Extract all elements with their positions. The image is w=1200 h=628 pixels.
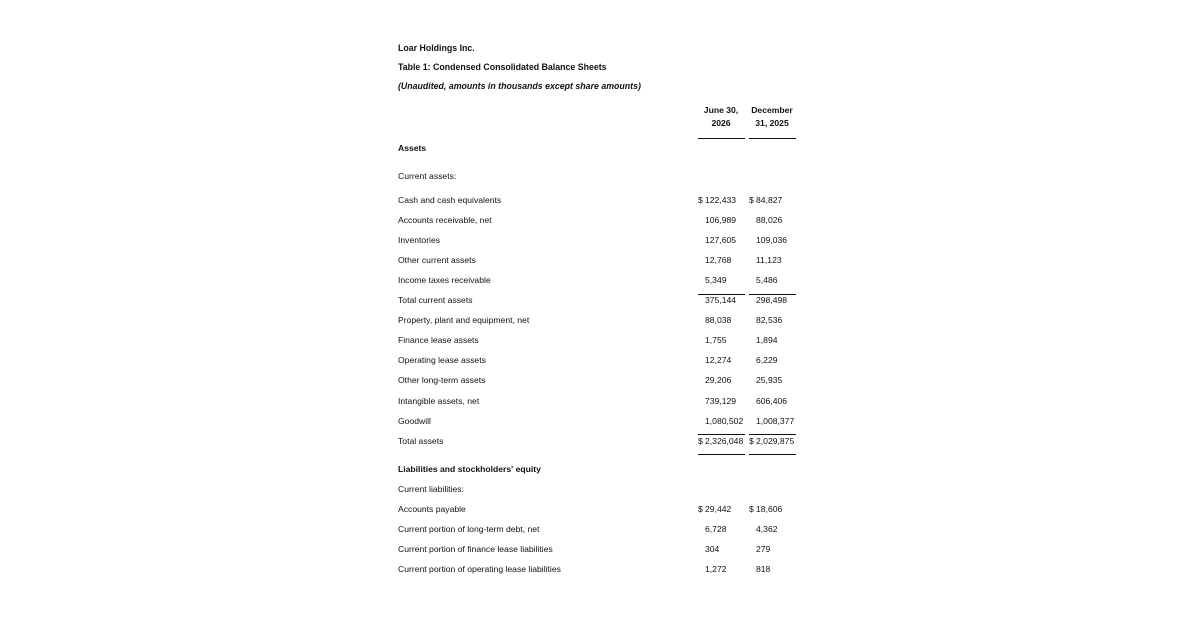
amount: 84,827 xyxy=(756,195,783,205)
section-heading: Liabilities and stockholders' equity xyxy=(398,464,541,474)
value-december-2025 xyxy=(749,544,770,554)
row-label: Intangible assets, net xyxy=(398,395,480,406)
subtotal-rule xyxy=(749,294,796,295)
value-december-2025 xyxy=(749,436,794,446)
table-row xyxy=(398,436,818,450)
table-title: Table 1: Condensed Consolidated Balance Sheets xyxy=(398,62,607,72)
amount: 6,728 xyxy=(705,524,727,534)
currency-symbol: $ xyxy=(698,195,703,205)
row-label: Accounts payable xyxy=(398,504,466,514)
column-header-line: 31, 2025 xyxy=(755,118,789,128)
amount: 4,362 xyxy=(756,524,778,534)
table-row xyxy=(398,355,818,369)
row-label: Income taxes receivable xyxy=(398,275,491,286)
section-heading: Assets xyxy=(398,143,427,153)
total-double-rule xyxy=(698,454,745,455)
currency-symbol: $ xyxy=(698,435,703,446)
amount: 88,026 xyxy=(756,215,783,226)
total-rule xyxy=(698,434,745,435)
row-label: Current portion of operating lease liabilities xyxy=(398,564,561,574)
value-june-2026 xyxy=(698,215,736,225)
value-june-2026 xyxy=(698,396,736,406)
value-december-2025 xyxy=(749,235,787,245)
value-june-2026 xyxy=(698,195,736,205)
row-label: Other long-term assets xyxy=(398,375,486,386)
amount: 2,029,875 xyxy=(756,435,795,446)
table-row xyxy=(398,335,818,349)
amount: 18,606 xyxy=(756,504,783,514)
value-june-2026 xyxy=(698,524,727,534)
subsection-heading-row xyxy=(398,171,818,185)
currency-symbol: $ xyxy=(749,195,754,205)
column-header-line: December xyxy=(751,105,793,115)
value-june-2026 xyxy=(698,295,736,305)
value-december-2025 xyxy=(749,396,787,406)
row-label: Operating lease assets xyxy=(398,355,486,366)
subtotal-rule xyxy=(698,294,745,295)
row-label: Total assets xyxy=(398,435,444,446)
value-december-2025 xyxy=(749,416,794,426)
section-heading-row xyxy=(398,143,818,157)
amount: 127,605 xyxy=(705,235,737,246)
amount: 88,038 xyxy=(705,315,732,326)
row-label: Accounts receivable, net xyxy=(398,215,492,226)
amount: 6,229 xyxy=(756,355,778,366)
currency-symbol: $ xyxy=(749,435,754,446)
value-june-2026 xyxy=(698,544,719,554)
amount: 1,755 xyxy=(705,335,727,346)
subsection-heading-row xyxy=(398,484,818,498)
currency-symbol: $ xyxy=(698,504,703,514)
amount: 1,272 xyxy=(705,564,727,574)
value-june-2026 xyxy=(698,235,736,245)
table-row xyxy=(398,255,818,269)
row-label: Current portion of long-term debt, net xyxy=(398,524,540,534)
amount: 375,144 xyxy=(705,295,737,306)
amount: 25,935 xyxy=(756,375,783,386)
amount: 298,498 xyxy=(756,295,788,306)
amount: 109,036 xyxy=(756,235,788,246)
value-june-2026 xyxy=(698,564,727,574)
row-label: Total current assets xyxy=(398,295,473,306)
total-rule xyxy=(749,434,796,435)
row-label: Cash and cash equivalents xyxy=(398,195,502,205)
value-december-2025 xyxy=(749,215,782,225)
amount: 1,008,377 xyxy=(756,415,795,426)
value-june-2026 xyxy=(698,355,731,365)
amount: 12,768 xyxy=(705,255,732,266)
value-december-2025 xyxy=(749,315,782,325)
table-row xyxy=(398,375,818,389)
amount: 818 xyxy=(756,564,771,574)
column-header-line: 2026 xyxy=(711,118,731,128)
value-december-2025 xyxy=(749,504,782,514)
section-heading-row xyxy=(398,464,818,478)
row-label: Goodwill xyxy=(398,415,431,426)
value-june-2026 xyxy=(698,335,727,345)
value-december-2025 xyxy=(749,355,778,365)
table-row xyxy=(398,524,818,538)
column-header-june-2026 xyxy=(697,104,745,130)
value-december-2025 xyxy=(749,524,778,534)
table-row xyxy=(398,504,818,518)
value-december-2025 xyxy=(749,275,778,285)
column-header-line: June 30, xyxy=(703,105,739,115)
row-label: Inventories xyxy=(398,235,441,246)
subsection-heading: Current assets: xyxy=(398,171,457,181)
total-double-rule xyxy=(749,454,796,455)
value-june-2026 xyxy=(698,504,731,514)
amount: 29,206 xyxy=(705,375,732,386)
table-subtitle: (Unaudited, amounts in thousands except share amounts) xyxy=(398,81,641,91)
balance-sheet-document xyxy=(398,0,818,628)
value-june-2026 xyxy=(698,436,743,446)
table-row xyxy=(398,275,818,289)
amount: 82,536 xyxy=(756,315,783,326)
amount: 1,894 xyxy=(756,335,778,346)
table-row xyxy=(398,396,818,410)
value-december-2025 xyxy=(749,295,787,305)
value-june-2026 xyxy=(698,255,731,265)
amount: 606,406 xyxy=(756,395,788,406)
amount: 106,989 xyxy=(705,215,737,226)
table-row xyxy=(398,195,818,209)
amount: 5,486 xyxy=(756,275,778,286)
amount: 12,274 xyxy=(705,355,732,366)
value-june-2026 xyxy=(698,416,743,426)
header-rule xyxy=(749,138,796,139)
value-december-2025 xyxy=(749,375,782,385)
table-row xyxy=(398,544,818,558)
value-june-2026 xyxy=(698,275,727,285)
amount: 304 xyxy=(705,544,720,554)
table-row xyxy=(398,235,818,249)
row-label: Current portion of finance lease liabilities xyxy=(398,544,553,554)
amount: 11,123 xyxy=(756,255,782,266)
subsection-heading: Current liabilities: xyxy=(398,484,464,494)
table-row xyxy=(398,315,818,329)
table-row xyxy=(398,416,818,430)
amount: 122,433 xyxy=(705,195,737,205)
amount: 29,442 xyxy=(705,504,732,514)
amount: 5,349 xyxy=(705,275,727,286)
value-june-2026 xyxy=(698,315,731,325)
row-label: Property, plant and equipment, net xyxy=(398,315,530,326)
amount: 2,326,048 xyxy=(705,435,744,446)
value-june-2026 xyxy=(698,375,731,385)
table-row xyxy=(398,295,818,309)
currency-symbol: $ xyxy=(749,504,754,514)
header-rule xyxy=(698,138,745,139)
company-name: Loar Holdings Inc. xyxy=(398,43,475,53)
amount: 739,129 xyxy=(705,395,737,406)
value-december-2025 xyxy=(749,195,782,205)
amount: 1,080,502 xyxy=(705,415,744,426)
value-december-2025 xyxy=(749,564,770,574)
row-label: Other current assets xyxy=(398,255,476,266)
table-row xyxy=(398,215,818,229)
value-december-2025 xyxy=(749,255,782,265)
row-label: Finance lease assets xyxy=(398,335,479,346)
amount: 279 xyxy=(756,544,771,554)
table-row xyxy=(398,564,818,578)
column-header-december-2025 xyxy=(748,104,796,130)
value-december-2025 xyxy=(749,335,778,345)
